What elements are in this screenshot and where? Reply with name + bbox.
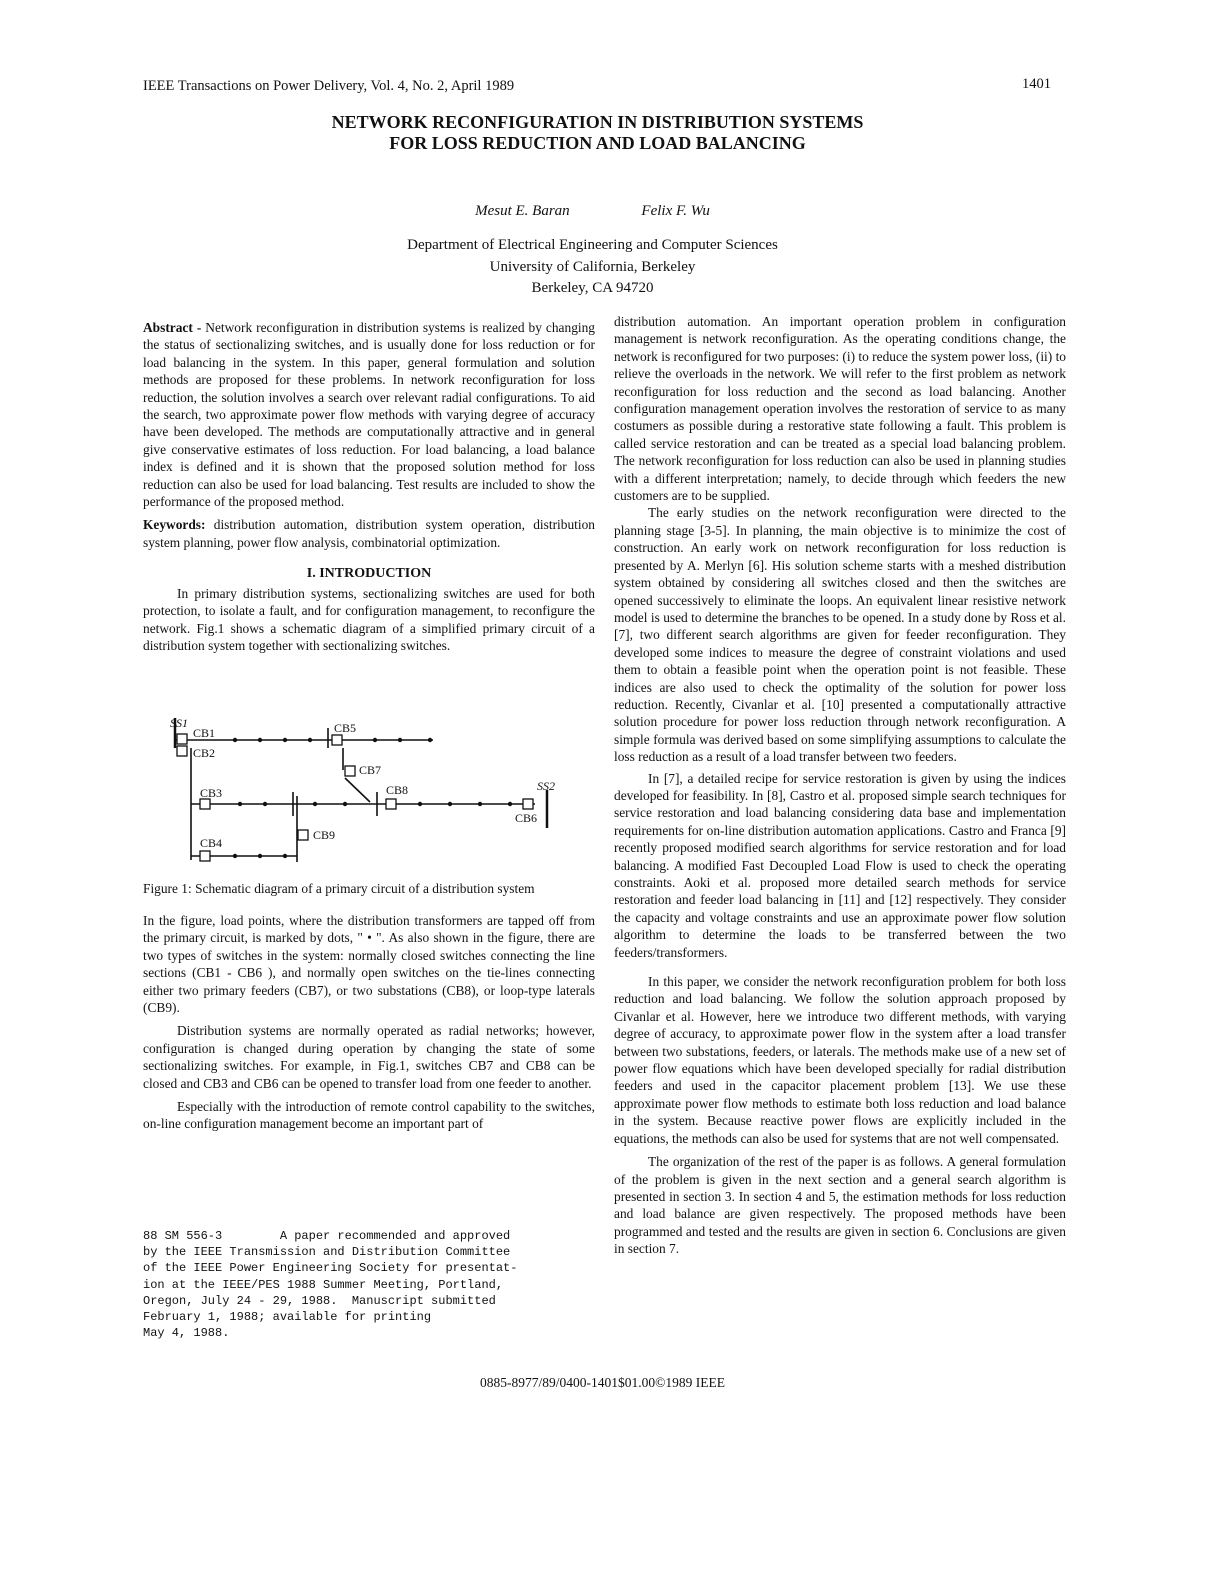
abstract	[143, 319, 595, 510]
figure-1-caption: Figure 1: Schematic diagram of a primary circuit of a distribution system	[143, 881, 535, 896]
load-dot	[258, 738, 262, 742]
load-dot	[263, 802, 267, 806]
load-dot	[283, 738, 287, 742]
right-paragraph-5: The organization of the rest of the paper is as follows. A general formulation of the problem is given in the next section and a general search algorithm is presented in section 3. In section 4 and 5, the estimation methods for loss reduction and load balance are given respectively. The proposed methods have been programmed and tested and the results are given in section 6. Conclusions are given in section 7.	[614, 1154, 1066, 1257]
author-list	[0, 203, 1185, 220]
cb5-switch	[332, 735, 342, 745]
label-ss1: SS1	[170, 716, 188, 730]
load-dot	[233, 738, 237, 742]
copyright-footer: 0885-8977/89/0400-1401$01.00©1989 IEEE	[480, 1375, 725, 1390]
intro-paragraph-1: In primary distribution systems, sectionalizing switches are used for both protection, to isolate a fault, and for configuration management, to reconfigure the network. Fig.1 shows a schematic diagram of a simplified primary circuit of a distribution system together with sectionalizing switches.	[143, 585, 595, 653]
title-line-2: FOR LOSS REDUCTION AND LOAD BALANCING	[389, 133, 806, 153]
load-dot	[448, 802, 452, 806]
keywords-label: Keywords:	[143, 517, 206, 533]
paper-title	[0, 112, 1195, 154]
left-column	[143, 319, 595, 654]
label-cb5: CB5	[334, 721, 357, 735]
right-paragraph-3: In [7], a detailed recipe for service restoration is given by using the indices developed for feasibility. In [8], Castro et al. proposed simple search techniques for service restoration and load balancing considering data base and implementation requirements for on-line distribution automation applications. Castro and Franca [9] recently proposed modified search algorithms for service restoration and for load balancing. A modified Fast Decoupled Load Flow is used to check the operating constraints. Aoki et al. proposed more detailed search methods for service restoration and feeder load balancing in [11] and [12] respectively. They consider the capacity and voltage constraints and use an approximate power flow solution algorithm to determine the loads to be transferred between the two feeders/transformers.	[614, 770, 1066, 960]
load-dot	[428, 738, 432, 742]
load-dot	[313, 802, 317, 806]
figure-1-schematic	[165, 712, 585, 872]
page-number: 1401	[1022, 76, 1051, 92]
cb4-switch	[200, 851, 210, 861]
load-dot	[258, 854, 262, 858]
label-cb4: CB4	[200, 836, 223, 850]
cb2-switch	[177, 746, 187, 756]
label-cb9: CB9	[313, 828, 336, 842]
cb6-switch	[523, 799, 533, 809]
load-dot	[233, 854, 237, 858]
intro-paragraph-3: Distribution systems are normally operated as radial networks; however, configuration is changed during operation by changing the state of some sectionalizing switches. For example, in Fig.1, switches CB7 and CB8 can be closed and CB3 and CB6 can be opened to transfer load from one feeder to another.	[143, 1023, 595, 1091]
right-column	[614, 313, 1066, 1258]
label-cb7: CB7	[359, 763, 382, 777]
load-dot	[373, 738, 377, 742]
intro-paragraph-2: In the figure, load points, where the distribution transformers are tapped off from the primary circuit, is marked by dots, " • ". As also shown in the figure, there are two types of switches in the system: normally closed switches connecting the line sections (CB1 - CB6 ), and normally open switches on the tie-lines connecting either two primary feeders (CB7), or two substations (CB8), or loop-type laterals (CB9).	[143, 913, 595, 1016]
affiliation-city: Berkeley, CA 94720	[531, 280, 654, 296]
affiliation-univ: University of California, Berkeley	[489, 258, 696, 275]
right-paragraph-4: In this paper, we consider the network reconfiguration problem for both loss reduction and load balancing. We follow the solution approach proposed by Civanlar et al. However, here we introduce two different methods, with varying degree of accuracy, to approximate power flow in the system after a load transfer between two substations, feeders, or laterals. The methods make use of a new set of power flow equations which have been developed specially for radial distribution feeders and used in the capacitor placement problem [13]. We use these approximate power flow methods to estimate both loss reduction and load balance in the system. Because reactive power flows are explicitly included in the equations, the methods can also be used for systems that are not well compensated.	[614, 974, 1066, 1146]
abstract-text: Network reconfiguration in distribution systems is realized by changing the status of sectionalizing switches, and is usually done for loss reduction or for load balancing in the system. In this paper, general formulation and solution methods are proposed for these problems. In network reconfiguration for loss reduction, the solution involves a search over relevant radial configurations. To aid the search, two approximate power flow methods with varying degree of accuracy have been developed. The methods are computationally attractive and in general give conservative estimates of loss reduction. For load balancing, a load balance index is defined and it is shown that the proposed solution method for loss reduction can also be used for load balancing. Test results are included to show the performance of the proposed method.	[143, 320, 595, 510]
load-dot	[398, 738, 402, 742]
footnote: 88 SM 556-3 A paper recommended and approved by the IEEE Transmission and Distribution Committee of the IEEE Power Engineering Society for presentat- ion at the IEEE/PES 1988 Summer Meeting, Portland, Oregon, July 24 - 29, 1988. Manuscript submitted February 1, 1988; available for printing May 4, 1988.	[143, 1229, 518, 1341]
author-1: Mesut E. Baran	[475, 203, 570, 219]
cb8-switch	[386, 799, 396, 809]
author-2: Felix F. Wu	[641, 203, 710, 219]
load-dot	[238, 802, 242, 806]
abstract-label: Abstract -	[143, 320, 202, 335]
load-dot	[343, 802, 347, 806]
keywords-text: distribution automation, distribution system operation, distribution system planning, power flow analysis, combinatorial optimization.	[143, 517, 595, 550]
title-line-1: NETWORK RECONFIGURATION IN DISTRIBUTION SYSTEMS	[331, 112, 864, 132]
load-dot	[478, 802, 482, 806]
intro-heading: I. INTRODUCTION	[306, 566, 432, 582]
affiliation	[0, 235, 1185, 300]
label-cb8: CB8	[386, 783, 409, 797]
cb9-switch	[298, 830, 308, 840]
label-cb6: CB6	[515, 811, 538, 825]
cb7-tie-line	[345, 778, 370, 802]
right-paragraph-2: The early studies on the network reconfiguration were directed to the planning stage [3-5]. In planning, the main objective is to minimize the cost of construction. An early work on network reconfiguration for loss reduction is presented by A. Merlyn [6]. His solution scheme starts with a meshed distribution system obtained by considering all switches closed and then the switches are opened successively to eliminate the loops. An equivalent linear resistive network model is used to determine the branches to be opened. In a study done by Ross et al. [7], two different search algorithms are given for feeder reconfiguration. They developed some indices to measure the degree of constraint violations and used them to obtain a feasible point when the operation point is not feasible. These indices are also used to check the optimality of the solution for power loss reduction. Recently, Civanlar et al. [10] presented a computationally attractive solution procedure for power loss reduction through network reconfiguration. A simple formula was derived based on some simplifying assumptions to calculate the loss reduction as a result of a load transfer between two feeders.	[614, 505, 1066, 765]
load-dot	[308, 738, 312, 742]
label-ss2: SS2	[537, 779, 555, 793]
cb7-switch	[345, 766, 355, 776]
load-dot	[283, 854, 287, 858]
left-column-lower	[143, 912, 595, 1133]
affiliation-dept: Department of Electrical Engineering and Computer Sciences	[407, 237, 778, 253]
cb1-switch	[177, 734, 187, 744]
load-dot	[418, 802, 422, 806]
label-cb1: CB1	[193, 726, 216, 740]
cb3-switch	[200, 799, 210, 809]
journal-header: IEEE Transactions on Power Delivery, Vol. 4, No. 2, April 1989	[143, 78, 515, 94]
intro-paragraph-4: Especially with the introduction of remote control capability to the switches, on-line configuration management become an important part of	[143, 1099, 595, 1132]
load-dot	[508, 802, 512, 806]
right-paragraph-1: distribution automation. An important operation problem in configuration management is network reconfiguration. As the operating conditions change, the network is reconfigured for two purposes: (i) to reduce the system power loss, (ii) to relieve the overloads in the network. We will refer to the first problem as network reconfiguration for loss reduction and the second as load balancing. Another configuration management operation involves the restoration of service to as many costumers as possible during a restorative state following a fault. This problem is called service restoration and can be treated as a special load balancing problem. The network reconfiguration for loss reduction can also be used in planning studies with a different interpretation; namely, to decide through which feeders the new customers are to be supplied.	[614, 314, 1066, 504]
keywords	[143, 516, 595, 551]
label-cb2: CB2	[193, 746, 216, 760]
label-cb3: CB3	[200, 786, 223, 800]
